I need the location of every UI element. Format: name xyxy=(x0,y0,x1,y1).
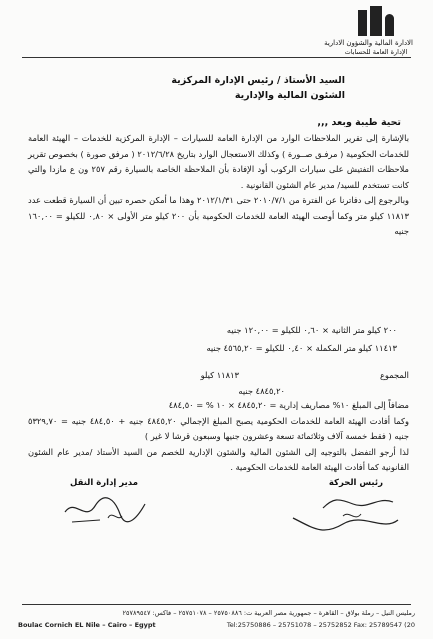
letterhead-logo xyxy=(324,6,413,56)
addressee-line-2: الشئون المالية والإدارية xyxy=(234,90,345,101)
closing-paragraph-1: مضافاً إلى المبلغ ١٠% مصاريف إدارية = ٤٨٤٥,٢٠ × ١٠ % = ٤٨٤,٥٠ xyxy=(168,400,409,410)
signature-traffic-head xyxy=(329,478,383,488)
closing-paragraph-3: لذا أرجو التفضل بالتوجيه إلى الشئون المالية والشئون الإدارية للخصم من السيد الأستاذ /مدير عام الشئون القانونية كما أفادت الهيئة العامة للخدمات الحكومية . xyxy=(28,446,409,472)
footer-divider xyxy=(22,604,411,605)
total-label: المجموع xyxy=(379,370,409,380)
signature-transport-manager xyxy=(70,478,138,488)
total-amount: ٤٨٤٥,٢٠ جنيه xyxy=(238,386,285,396)
signature-left-title: مدير إدارة النقل xyxy=(70,478,138,488)
addressee-line-1: السيد الأستاذ / رئيس الإدارة المركزية xyxy=(171,75,345,86)
calc-line-2-text: ٢٠٠ كيلو متر الثانية × ٠,٦٠ للكيلو = ١٢٠,٠٠ جنيه xyxy=(226,325,397,335)
addressee-block xyxy=(171,73,345,103)
letterhead-dept-name: الإدارة العامة للحسابات xyxy=(344,48,408,56)
handwritten-signature-left-icon xyxy=(60,492,150,528)
footer-contact-numbers: Tel:25750886 – 25751078 – 25752852 Fax: 25789547 (20 xyxy=(226,621,415,629)
letterhead-org-name: الادارة المالية والشؤون الادارية xyxy=(324,39,413,47)
footer-english-address: Boulac Cornich EL Nile – Cairo – Egypt xyxy=(18,621,156,629)
organization-emblem-icon xyxy=(339,6,413,36)
total-km: ١١٨١٣ كيلو xyxy=(200,370,239,380)
signature-right-title: رئيس الحركة xyxy=(328,478,383,488)
closing-paragraph-2: وكما أفادت الهيئة العامة للخدمات الحكومية يصبح المبلغ الإجمالي ٤٨٤٥,٢٠ جنيه + ٤٨٤,٥٠ جنيه = ٥٣٢٩,٧٠ جنيه ( فقط خمسة آلاف وثلاثمائة تسعة وعشرون جنيها وسبعون قرشا لا غير ) xyxy=(28,415,410,441)
letter-body xyxy=(28,131,409,240)
body-paragraph-1: بالإشارة إلى تقرير الملاحظات الوارد من الإدارة العامة للسيارات – الإدارة المركزية للخدمات – الهيئة العامة للخدمات الحكومية ( مرفـق صــورة ) وكذلك الاستعجال الوارد بتاريخ ٢٠١٢/٦/٢٨ ( مرفق صورة ) بخصوص تقرير ملاحظات التفتيش على سيارات الركوب أود الإفادة بأن الملاحظة الخاصة بالسيارة رقم ٢٥٧ ون ع مازدا والتي كانت تستخدم للسيد/ مدير عام الشئون القانونية . xyxy=(28,133,409,190)
closing-text xyxy=(28,398,409,476)
body-paragraph-2: وبالرجوع إلى دفاترنا عن الفترة من ٢٠١٠/٧/١ حتى ٢٠١٢/١/٣١ وهذا ما أمكن حصره تبين أن السيارة قطعت عدد ١١٨١٣ كيلو متر وكما أوصت الهيئة العامة للخدمات الحكومية بأن ٢٠٠ كيلو متر الأولى × ٠,٨٠ للكيلو = ١٦٠,٠٠ جنيه xyxy=(28,195,410,236)
footer-arabic-address: رمليس النيل – رملة بولاق – القاهرة – جمهورية مصر العربية ت: ٢٥٧٥٠٨٨٦ – ٢٥٧٥١٠٧٨ – فاكس: ٢٥٧٨٩٥٤٧ xyxy=(122,609,415,617)
calc-line-3-text: ١١٤١٣ كيلو متر المكملة × ٠,٤٠ للكيلو = ٤٥٦٥,٢٠ جنيه xyxy=(206,343,397,353)
handwritten-signature-right-icon xyxy=(283,492,403,536)
header-divider xyxy=(22,57,411,58)
greeting: تحية طيبة وبعد ,,, xyxy=(317,117,401,128)
